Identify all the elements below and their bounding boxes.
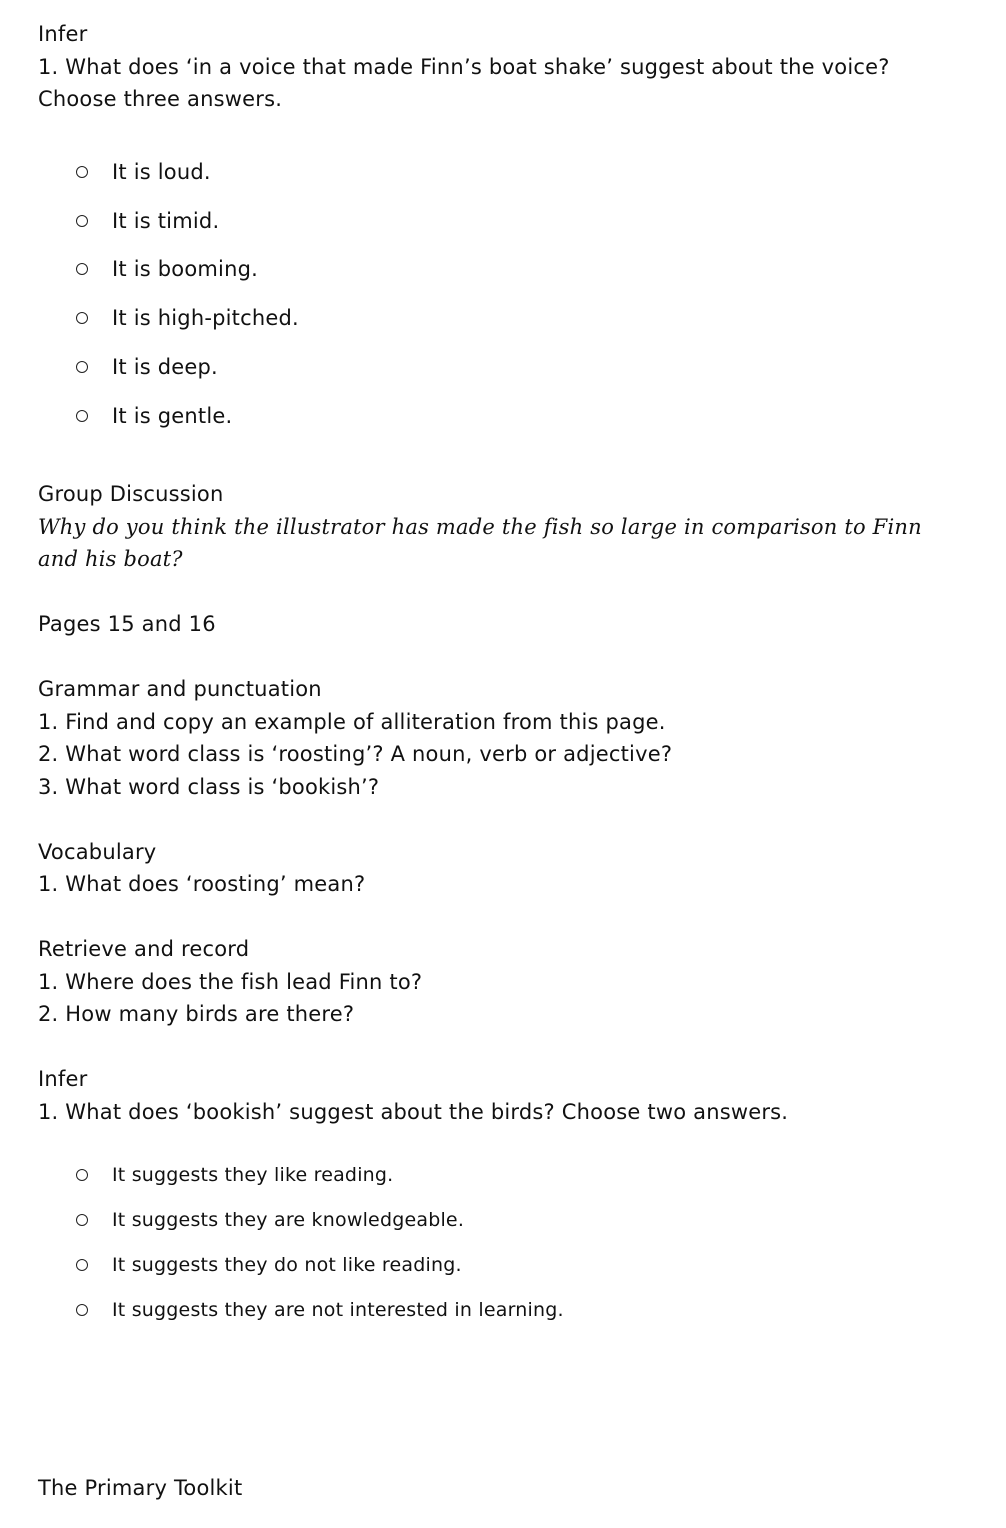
infer-options-list-2 [38,1152,968,1332]
infer-options-list [38,148,968,441]
infer-heading: Infer [38,22,88,46]
option-item[interactable] [38,294,968,343]
radio-circle-icon[interactable] [76,1304,88,1316]
grammar-question: 3. What word class is ‘bookish’? [38,774,380,799]
option-item[interactable] [38,1287,968,1332]
option-label: It suggests they are not interested in learning. [112,1298,564,1321]
radio-circle-icon[interactable] [76,166,88,178]
radio-circle-icon[interactable] [76,312,88,324]
discussion-text: Why do you think the illustrator has made the fish so large in comparison to Finn and his boat? [38,514,922,572]
footer-brand: The Primary Toolkit [38,1476,243,1500]
grammar-question: 2. What word class is ‘roosting’? A noun, verb or adjective? [38,742,673,767]
option-item[interactable] [38,148,968,197]
infer-question-2: 1. What does ‘bookish’ suggest about the birds? Choose two answers. [38,1099,789,1124]
option-item[interactable] [38,343,968,392]
option-label: It is loud. [112,159,211,184]
option-label: It suggests they like reading. [112,1163,394,1186]
option-label: It suggests they do not like reading. [112,1253,462,1276]
radio-circle-icon[interactable] [76,1259,88,1271]
radio-circle-icon[interactable] [76,1214,88,1226]
infer-heading-2: Infer [38,1067,88,1092]
radio-circle-icon[interactable] [76,215,88,227]
discussion-heading: Group Discussion [38,482,224,507]
radio-circle-icon[interactable] [76,1169,88,1181]
radio-circle-icon[interactable] [76,410,88,422]
radio-circle-icon[interactable] [76,263,88,275]
radio-circle-icon[interactable] [76,361,88,373]
option-item[interactable] [38,1197,968,1242]
grammar-question: 1. Find and copy an example of alliteration from this page. [38,709,666,734]
option-label: It is timid. [112,208,220,233]
option-item[interactable] [38,1242,968,1287]
option-item[interactable] [38,1152,968,1197]
vocabulary-question: 1. What does ‘roosting’ mean? [38,872,366,897]
option-item[interactable] [38,245,968,294]
option-label: It is deep. [112,355,218,380]
retrieve-question: 1. Where does the fish lead Finn to? [38,969,423,994]
option-label: It is booming. [112,257,258,282]
worksheet-page [38,18,968,1332]
option-label: It is high-pitched. [112,306,299,331]
option-label: It suggests they are knowledgeable. [112,1208,465,1231]
infer-question: 1. What does ‘in a voice that made Finn’s boat shake’ suggest about the voice? Choose three answers. [38,54,890,111]
vocabulary-heading: Vocabulary [38,839,157,864]
grammar-heading: Grammar and punctuation [38,677,322,702]
pages-label: Pages 15 and 16 [38,612,216,637]
retrieve-question: 2. How many birds are there? [38,1002,355,1027]
option-label: It is gentle. [112,403,233,428]
option-item[interactable] [38,196,968,245]
retrieve-heading: Retrieve and record [38,937,250,962]
option-item[interactable] [38,391,968,440]
